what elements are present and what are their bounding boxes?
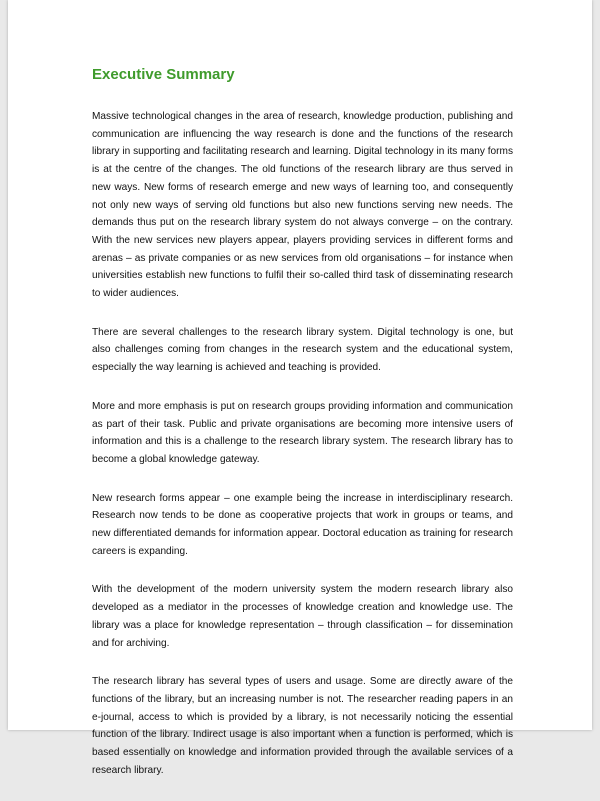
document-page [8, 0, 592, 776]
document-body [92, 108, 513, 801]
paragraph: There are several challenges to the research library system. Digital technology is one, but also challenges coming from changes in the research system and the educational system, especially the way learning is achieved and teaching is provided. [92, 326, 513, 374]
paragraph: New research forms appear – one example being the increase in interdisciplinary research. Research now tends to be done as cooperative projects that work in groups or teams, and new differentiated demands for information appear. Doctoral education as training for research careers is expanding. [92, 492, 513, 557]
paragraph: More and more emphasis is put on research groups providing information and communication as part of their task. Public and private organisations are becoming more intensive users of information and this is a challenge to the research library system. The research library has to become a global knowledge gateway. [92, 400, 513, 465]
paragraph: With the development of the modern university system the modern research library also developed as a mediator in the processes of knowledge creation and knowledge use. The library was a place for knowledge representation – through classification – for dissemination and for archiving. [92, 584, 513, 649]
page-title: Executive Summary [92, 66, 235, 83]
paragraph: Massive technological changes in the area of research, knowledge production, publishing and communication are influencing the way research is done and the functions of the research library in supporting and facilitating research and learning. Digital technology in its many forms is at the centre of the changes. The old functions of the research library are thus served in new ways. New forms of research emerge and new ways of learning too, and consequently not only new ways of serving old functions but also new functions serving new needs. The demands thus put on the research library system do not always converge – on the contrary. With the new services new players appear, players providing services in different forms and arenas – as private companies or as new services from old organisations – for instance when universities establish new functions to fulfil their so-called third task of disseminating research to wider audiences. [92, 111, 513, 300]
paragraph: The research library has several types of users and usage. Some are directly aware of the functions of the library, but an increasing number is not. The researcher reading papers in an e-journal, access to which is provided by a library, is not necessarily noticing the essential function of the library. Indirect usage is also important when a function is performed, which is based essentially on knowledge and information provided through the available services of a research library. [92, 676, 513, 776]
